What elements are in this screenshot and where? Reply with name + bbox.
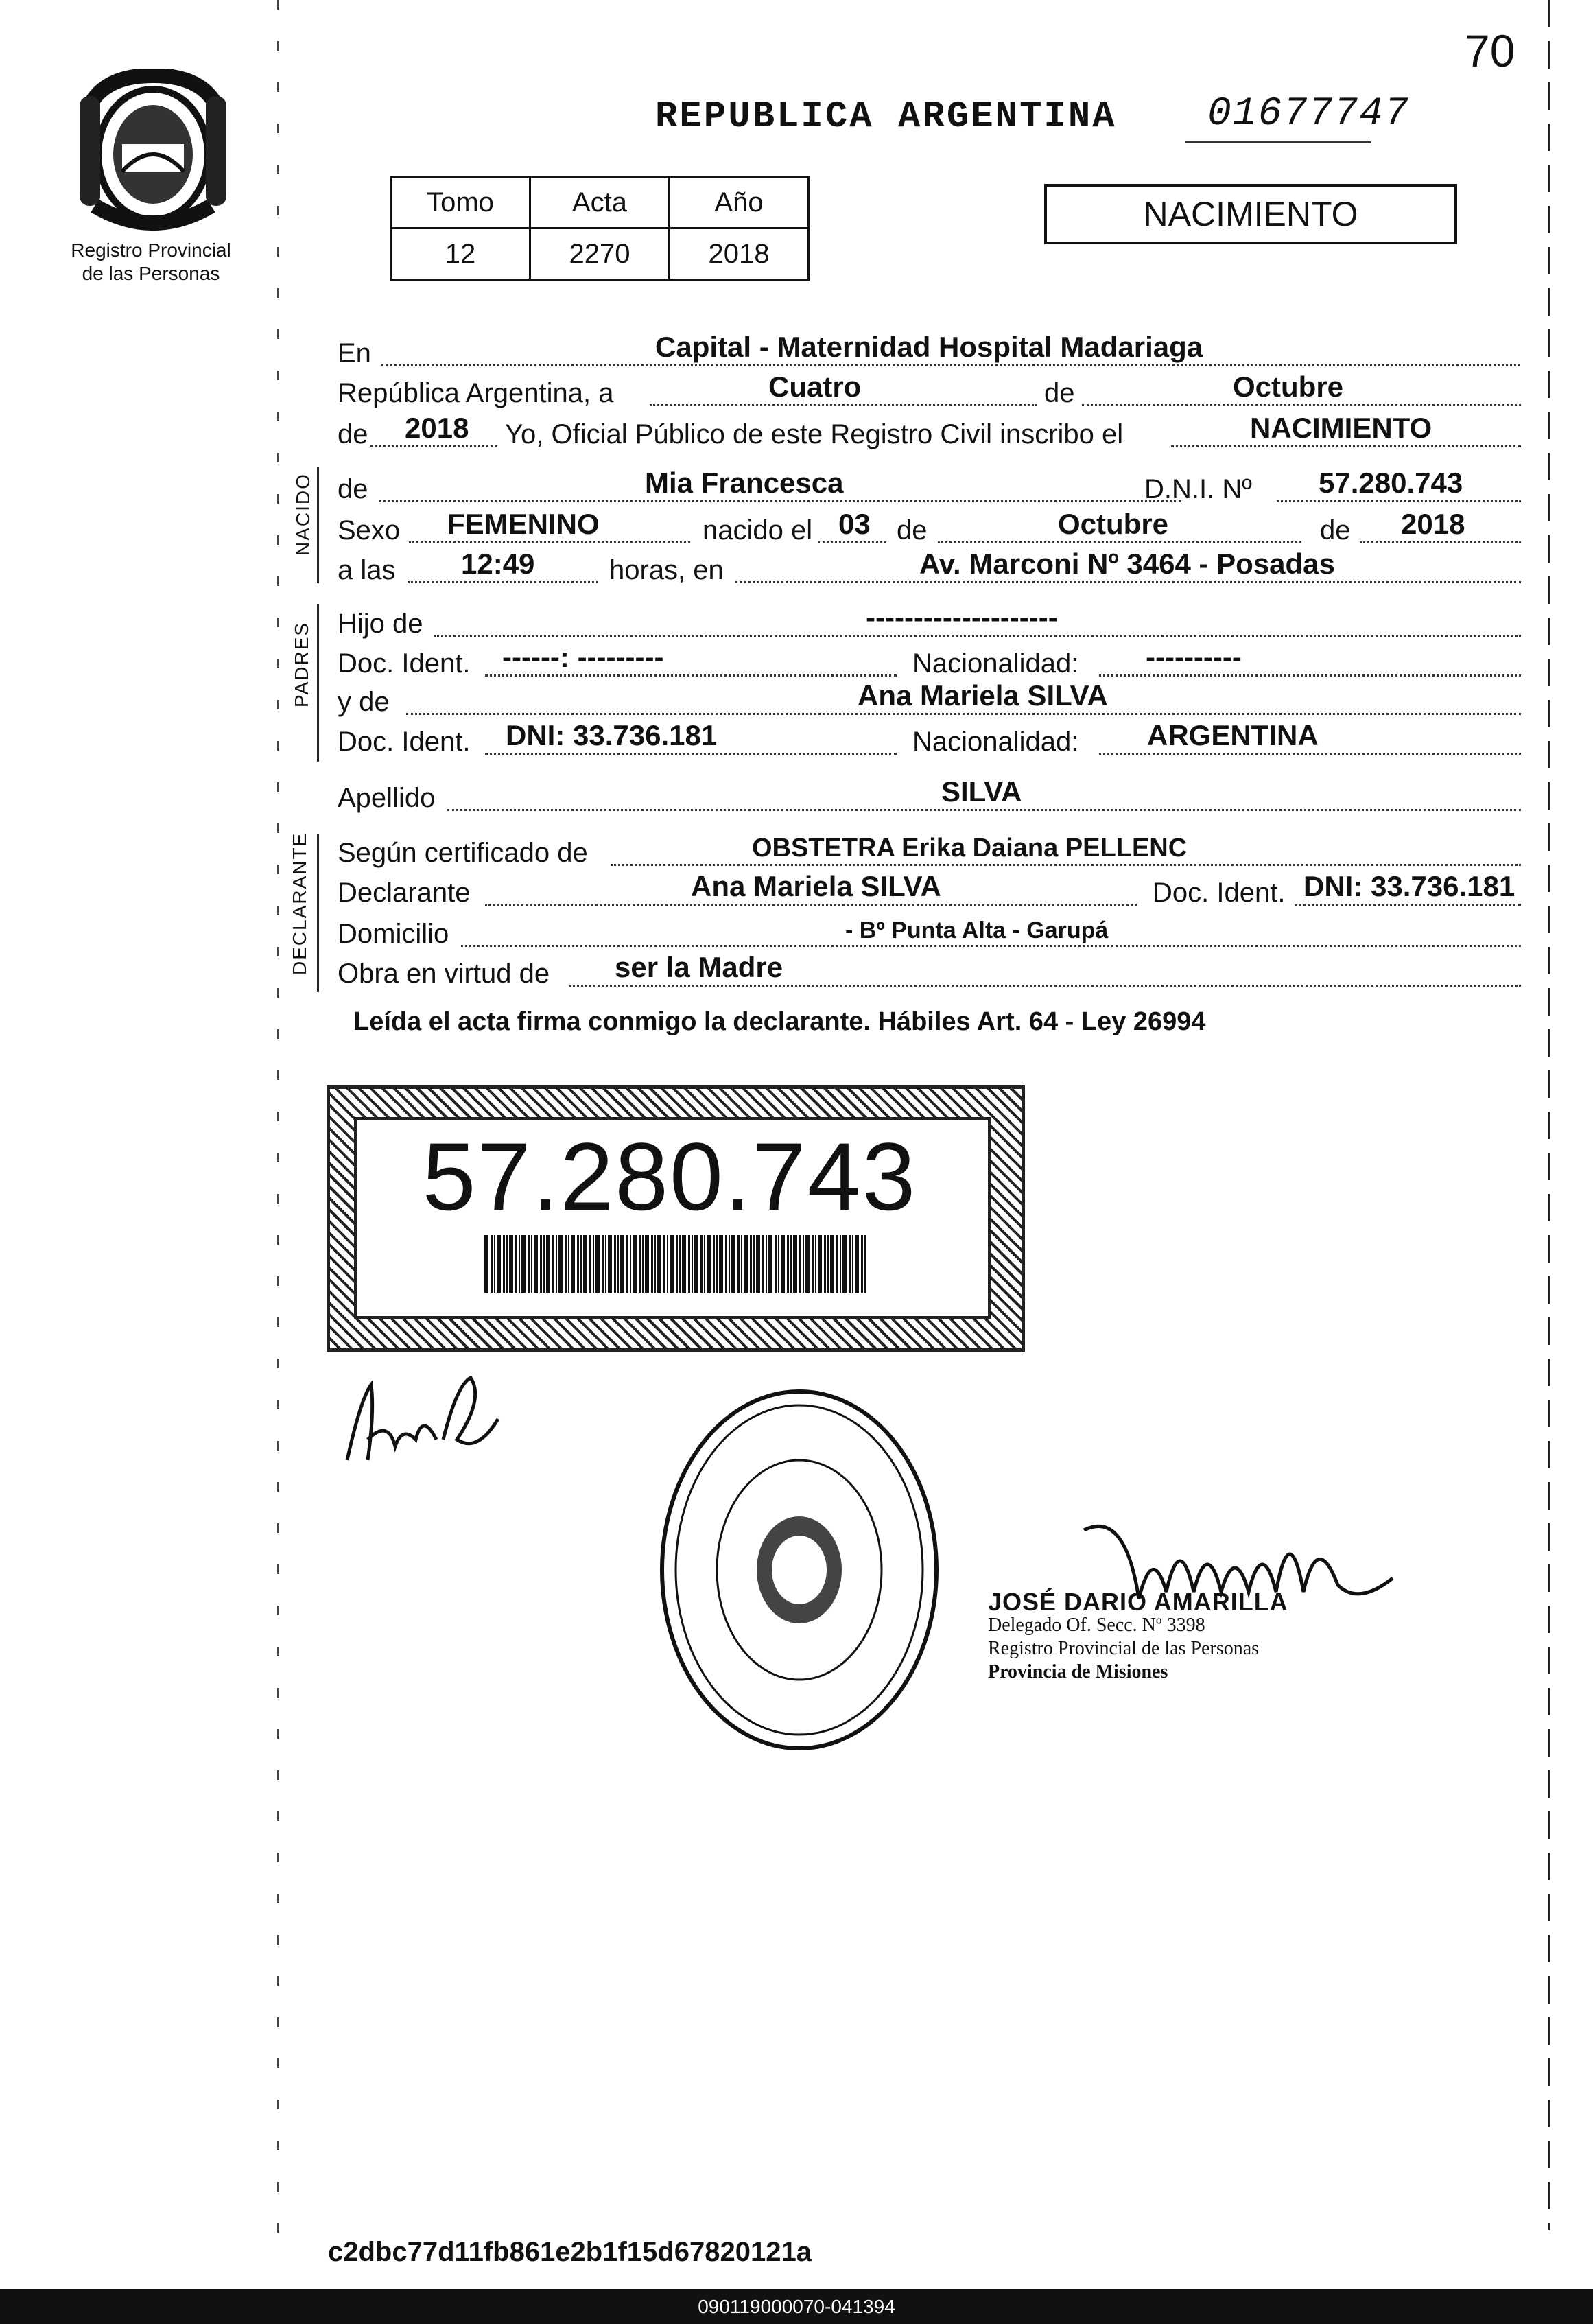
official-stamp: [655, 1385, 943, 1755]
declarant-signature: [340, 1371, 512, 1481]
row-inscribe: de 2018 Yo, Oficial Público de este Registro Civil inscribo el NACIMIENTO: [338, 412, 1521, 453]
row-sex-birth: Sexo FEMENINO nacido el 03 de Octubre de 2018: [338, 508, 1521, 549]
place-value: Capital - Maternidad Hospital Madariaga: [655, 331, 1203, 363]
section-declarante: DECLARANTE: [289, 832, 310, 975]
section-padres: PADRES: [291, 621, 312, 707]
statement-text: Leída el acta firma conmigo la declarante. Hábiles Art. 64 - Ley 26994: [353, 1007, 1206, 1036]
row-certificate: Según certificado de OBSTETRA Erika Daiana PELLENC: [338, 830, 1521, 871]
barcode: [484, 1235, 866, 1293]
document-hash: c2dbc77d11fb861e2b1f15d67820121a: [328, 2237, 812, 2267]
issuer-label: Registro Provincial de las Personas: [71, 239, 231, 284]
header-tomo: Tomo: [391, 177, 530, 228]
row-time-place: a las 12:49 horas, en Av. Marconi Nº 3464 - Posadas: [338, 548, 1521, 589]
document-title: REPUBLICA ARGENTINA: [655, 96, 1117, 138]
header-acta: Acta: [530, 177, 670, 228]
value-ano: 2018: [670, 228, 809, 280]
dni-sticker-number: 57.280.743: [422, 1123, 917, 1230]
footer-code: 090119000070-041394: [0, 2289, 1593, 2324]
row-father: Hijo de --------------------: [338, 601, 1521, 642]
reference-table: [390, 176, 810, 281]
value-tomo: 12: [391, 228, 530, 280]
row-date: República Argentina, a Cuatro de Octubre: [338, 371, 1521, 412]
row-mother: y de Ana Mariela SILVA: [338, 679, 1521, 720]
province-seal-logo: [74, 69, 232, 233]
row-place: En Capital - Maternidad Hospital Madariaga: [338, 331, 1521, 372]
official-signature-block: JOSÉ DARIO AMARILLA Delegado Of. Secc. Nº 3398 Registro Provincial de las Personas Provincia de Misiones: [988, 1588, 1288, 1682]
row-mother-doc: Doc. Ident. DNI: 33.736.181 Nacionalidad: ARGENTINA: [338, 719, 1521, 760]
row-name: de Mia Francesca D.N.I. Nº 57.280.743: [338, 467, 1521, 508]
section-nacido: NACIDO: [292, 473, 314, 556]
serial-number: 01677747: [1207, 92, 1410, 137]
value-acta: 2270: [530, 228, 670, 280]
mother-name: Ana Mariela SILVA: [858, 679, 1108, 712]
header-ano: Año: [670, 177, 809, 228]
surname-value: SILVA: [941, 775, 1022, 808]
right-margin-line: [1548, 0, 1550, 2230]
official-name: JOSÉ DARIO AMARILLA: [988, 1588, 1288, 1616]
left-margin-line: [277, 0, 279, 2264]
serial-underline: [1185, 141, 1371, 143]
child-dni: 57.280.743: [1319, 467, 1463, 499]
page-number: 70: [1465, 25, 1515, 76]
child-name: Mia Francesca: [645, 467, 844, 499]
row-surname: Apellido SILVA: [338, 775, 1521, 817]
record-type-box: NACIMIENTO: [1044, 184, 1457, 244]
row-father-doc: Doc. Ident. ------: --------- Nacionalidad: ----------: [338, 641, 1521, 682]
row-address: Domicilio - Bº Punta Alta - Garupá: [338, 911, 1521, 952]
row-obra: Obra en virtud de ser la Madre: [338, 951, 1521, 992]
row-declarant: Declarante Ana Mariela SILVA Doc. Ident. DNI: 33.736.181: [338, 870, 1521, 911]
